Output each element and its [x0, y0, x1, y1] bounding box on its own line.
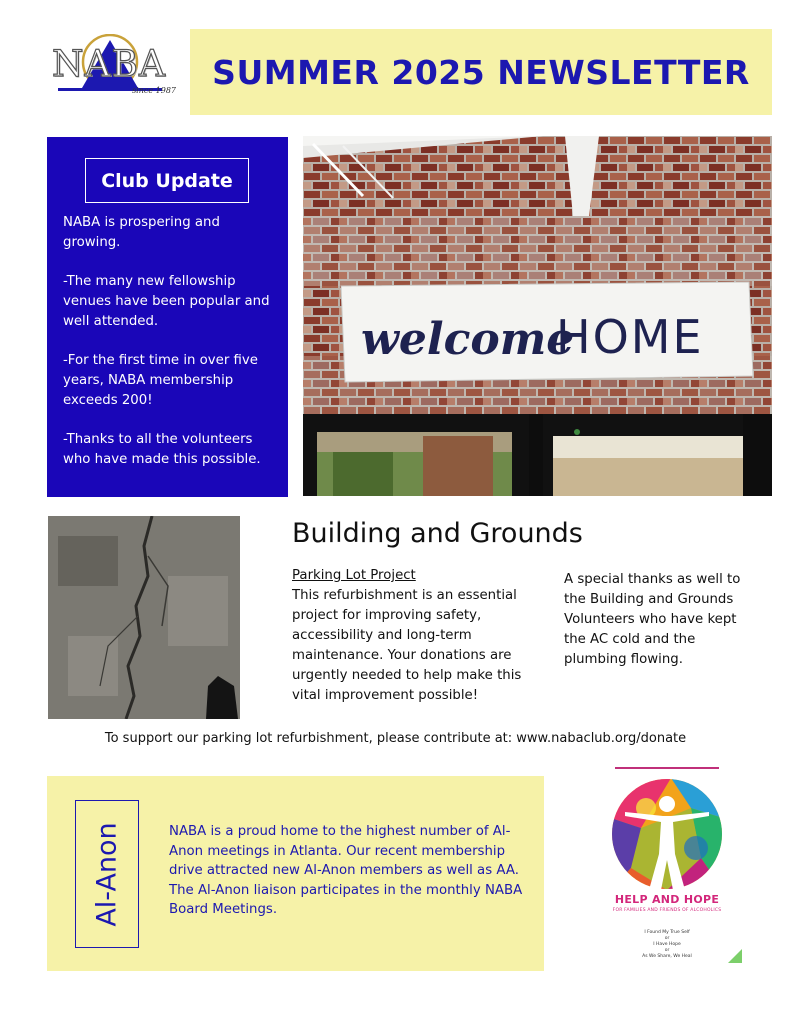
logo-since: since 1987 — [132, 86, 176, 95]
al-anon-label: Al-Anon — [91, 821, 123, 927]
club-update-heading-box — [85, 158, 249, 203]
help-hope-logo — [611, 778, 723, 890]
help-hope-line: I Have Hope — [653, 942, 681, 947]
club-update-paragraph: -Thanks to all the volunteers who have made this possible. — [63, 432, 261, 467]
al-anon-label-box — [75, 800, 139, 948]
parking-lot-subheading: Parking Lot Project — [292, 568, 416, 583]
help-hope-emblem — [611, 778, 723, 890]
welcome-home-photo — [303, 136, 772, 496]
donate-support-line: To support our parking lot refurbishment, please contribute at: www.nabaclub.org/donate — [104, 731, 687, 746]
club-update-panel — [47, 137, 288, 497]
parking-lot-photo-image — [48, 516, 240, 719]
sign-block-text: HOME — [556, 310, 704, 364]
al-anon-panel — [47, 776, 544, 971]
club-update-body — [63, 213, 281, 489]
help-hope-line: or — [664, 936, 670, 941]
parking-lot-photo — [48, 516, 240, 719]
help-hope-line: I Found My True Self — [644, 930, 690, 935]
club-update-heading: Club Update — [101, 169, 233, 192]
sign-script-text: welcome — [361, 314, 575, 365]
help-hope-subtitle: FOR FAMILIES AND FRIENDS OF ALCOHOLICS — [612, 908, 722, 913]
parking-lot-project-block — [292, 566, 522, 706]
logo-text: NABA — [52, 44, 166, 85]
al-anon-text: NABA is a proud home to the highest number of Al-Anon meetings in Atlanta. Our recent membership drive attracted new Al-Anon members as well as AA. The Al-Anon liaison participates in the monthly NABA Board Meetings. — [169, 824, 523, 917]
page-corner-icon — [728, 948, 742, 962]
club-update-paragraph: -For the first time in over five years, NABA membership exceeds 200! — [63, 353, 258, 408]
help-hope-line: As We Share, We Heal — [642, 954, 692, 959]
club-update-paragraph: -The many new fellowship venues have been popular and well attended. — [63, 274, 270, 329]
parking-lot-text: This refurbishment is an essential project for improving safety, accessibility and long-term maintenance. Your donations are urgently needed to help make this vital improvement possible! — [292, 588, 522, 703]
welcome-home-photo-image — [303, 136, 772, 496]
club-update-paragraph: NABA is prospering and growing. — [63, 215, 220, 250]
newsletter-title: SUMMER 2025 NEWSLETTER — [212, 52, 750, 92]
help-hope-title: HELP AND HOPE — [614, 893, 720, 906]
volunteers-thanks-text: A special thanks as well to the Building and Grounds Volunteers who have kept the AC cold and the plumbing flowing. — [564, 572, 741, 667]
building-grounds-title: Building and Grounds — [292, 518, 583, 549]
naba-logo — [38, 34, 180, 96]
help-hope-divider — [615, 767, 719, 769]
help-hope-line: or — [664, 948, 670, 953]
newsletter-title-banner — [190, 29, 772, 115]
